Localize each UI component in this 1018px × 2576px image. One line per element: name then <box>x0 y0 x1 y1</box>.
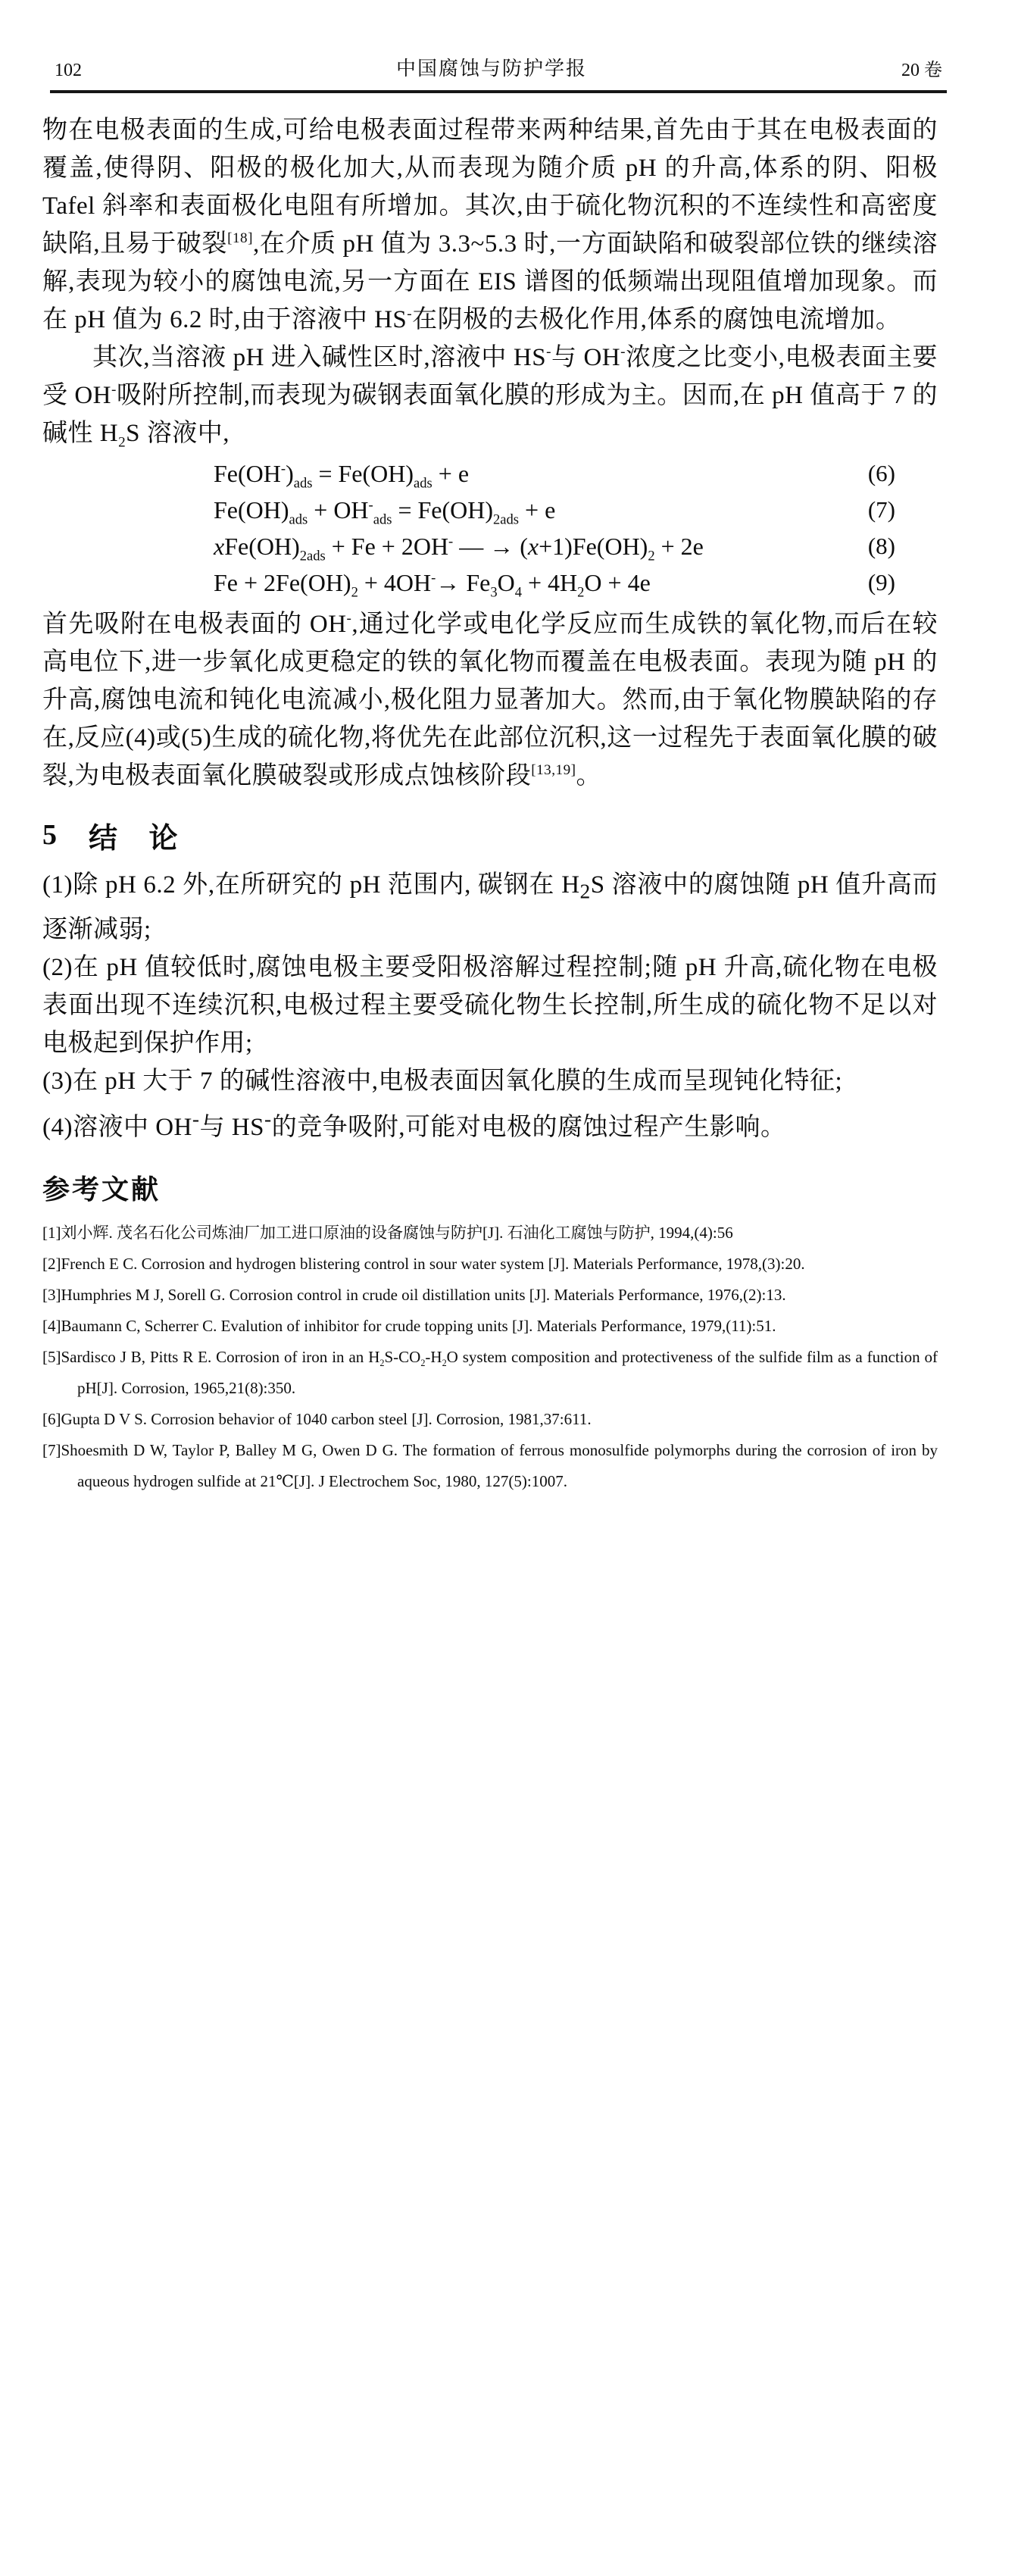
reference-list <box>42 1218 938 1497</box>
conclusion-list <box>42 866 938 1146</box>
page-number: 102 <box>55 61 82 80</box>
paragraph-3: 首先吸附在电极表面的 OH-,通过化学或电化学反应而生成铁的氧化物,而后在较高电位下,进一步氧化成更稳定的铁的氧化物而覆盖在电极表面。表现为随 pH 的升高,腐蚀电流和钝化电流减小,极化阻力显著加大。然而,由于氧化物膜缺陷的存在,反应(4)或(5)生成的硫化物,将优先在此部位沉积,这一过程先于表面氧化膜的破裂,为电极表面氧化膜破裂或形成点蚀核阶段[13,19]。 <box>42 611 938 789</box>
section-heading-conclusion <box>42 811 938 858</box>
equation-6 <box>42 455 938 492</box>
page-header <box>50 0 947 93</box>
reference-4: [4]Baumann C, Scherrer C. Evalution of inhibitor for crude topping units [J]. Materials Performance, 1979,(11):51. <box>42 1316 776 1335</box>
page-content <box>0 111 1018 1497</box>
equation-7-expression: $Fe(OH)_{ads} + OH^-_{ads} = Fe(OH)_{2ads} + e$ <box>214 496 556 527</box>
section-number: 5 <box>42 819 57 851</box>
equation-9-number: (9) <box>867 569 895 596</box>
reference-2: [2]French E C. Corrosion and hydrogen blistering control in sour water system [J]. Materials Performance, 1978,(3):20. <box>42 1254 805 1273</box>
conclusion-item-3: (3)在 pH 大于 7 的碱性溶液中,电极表面因氧化膜的生成而呈现钝化特征; <box>42 1067 843 1095</box>
reference-7: [7]Shoesmith D W, Taylor P, Balley M G, Owen D G. The formation of ferrous monosulfide polymorphs during the corrosion of iron by aqueous hydrogen sulfide at 21℃[J]. J Electrochem Soc, 1980, 127(5):1007. <box>42 1440 938 1490</box>
conclusion-item-4: (4)溶液中 OH-与 HS-的竞争吸附,可能对电极的腐蚀过程产生影响。 <box>42 1106 786 1141</box>
equation-6-expression: $Fe(OH^-)_{ads} = Fe(OH)_{ads} + e$ <box>214 459 470 491</box>
equation-8 <box>42 528 938 564</box>
conclusion-item-1: (1)除 pH 6.2 外,在所研究的 pH 范围内, 碳钢在 $H_2S$ 溶液中的腐蚀随 pH 值升高而逐渐减弱; <box>42 871 938 943</box>
equation-8-expression: $xFe(OH)_{2ads} + Fe + 2OH^-$ — → $(x+1)Fe(OH)_2 + 2e$ <box>214 532 704 564</box>
reference-3: [3]Humphries M J, Sorell G. Corrosion control in crude oil distillation units [J]. Materials Performance, 1976,(2):13. <box>42 1285 786 1304</box>
reference-1: [1]刘小辉. 茂名石化公司炼油厂加工进口原油的设备腐蚀与防护[J]. 石油化工腐蚀与防护, 1994,(4):56 <box>42 1223 733 1242</box>
paragraph-2: 其次,当溶液 pH 进入碱性区时,溶液中 HS-与 OH-浓度之比变小,电极表面主要受 OH-吸附所控制,而表现为碳钢表面氧化膜的形成为主。因而,在 pH 值高于 7 的碱性 $H_2S$ 溶液中, <box>42 344 938 451</box>
reference-6: [6]Gupta D V S. Corrosion behavior of 1040 carbon steel [J]. Corrosion, 1981,37:611. <box>42 1409 592 1428</box>
journal-title: 中国腐蚀与防护学报 <box>395 58 587 80</box>
equation-7 <box>42 492 938 528</box>
paragraph-1: 物在电极表面的生成,可给电极表面过程带来两种结果,首先由于其在电极表面的覆盖,使得阴、阳极的极化加大,从而表现为随介质 pH 的升高,体系的阴、阳极 Tafel 斜率和表面极化电阻有所增加。其次,由于硫化物沉积的不连续性和高密度缺陷,且易于破裂[18],在介质 pH 值为 3.3~5.3 时,一方面缺陷和破裂部位铁的继续溶解,表现为较小的腐蚀电流,另一方面在 EIS 谱图的低频端出现阻值增加现象。而在 pH 值为 6.2 时,由于溶液中 HS-在阴极的去极化作用,体系的腐蚀电流增加。 <box>42 117 938 333</box>
conclusion-item-2: (2)在 pH 值较低时,腐蚀电极主要受阳极溶解过程控制;随 pH 升高,硫化物在电极表面出现不连续沉积,电极过程主要受硫化物生长控制,所生成的硫化物不足以对电极起到保护作用; <box>42 953 938 1057</box>
equation-9-expression: $Fe + 2Fe(OH)_2 + 4OH^-\to Fe_3O_4 + 4H_2O + 4e$ <box>214 568 651 600</box>
section-title: 结 论 <box>89 822 190 855</box>
equation-9 <box>42 564 938 601</box>
reference-5: [5]Sardisco J B, Pitts R E. Corrosion of iron in an $H_2S-CO_2-H_2O$ system composition and protectiveness of the sulfide film as a function of pH[J]. Corrosion, 1965,21(8):350. <box>42 1347 938 1397</box>
equation-block <box>42 455 938 601</box>
references-heading: 参考文献 <box>42 1174 161 1205</box>
volume-number: 20 卷 <box>901 61 942 80</box>
equation-8-number: (8) <box>867 533 895 559</box>
equation-6-number: (6) <box>867 460 895 486</box>
equation-7-number: (7) <box>867 496 895 523</box>
